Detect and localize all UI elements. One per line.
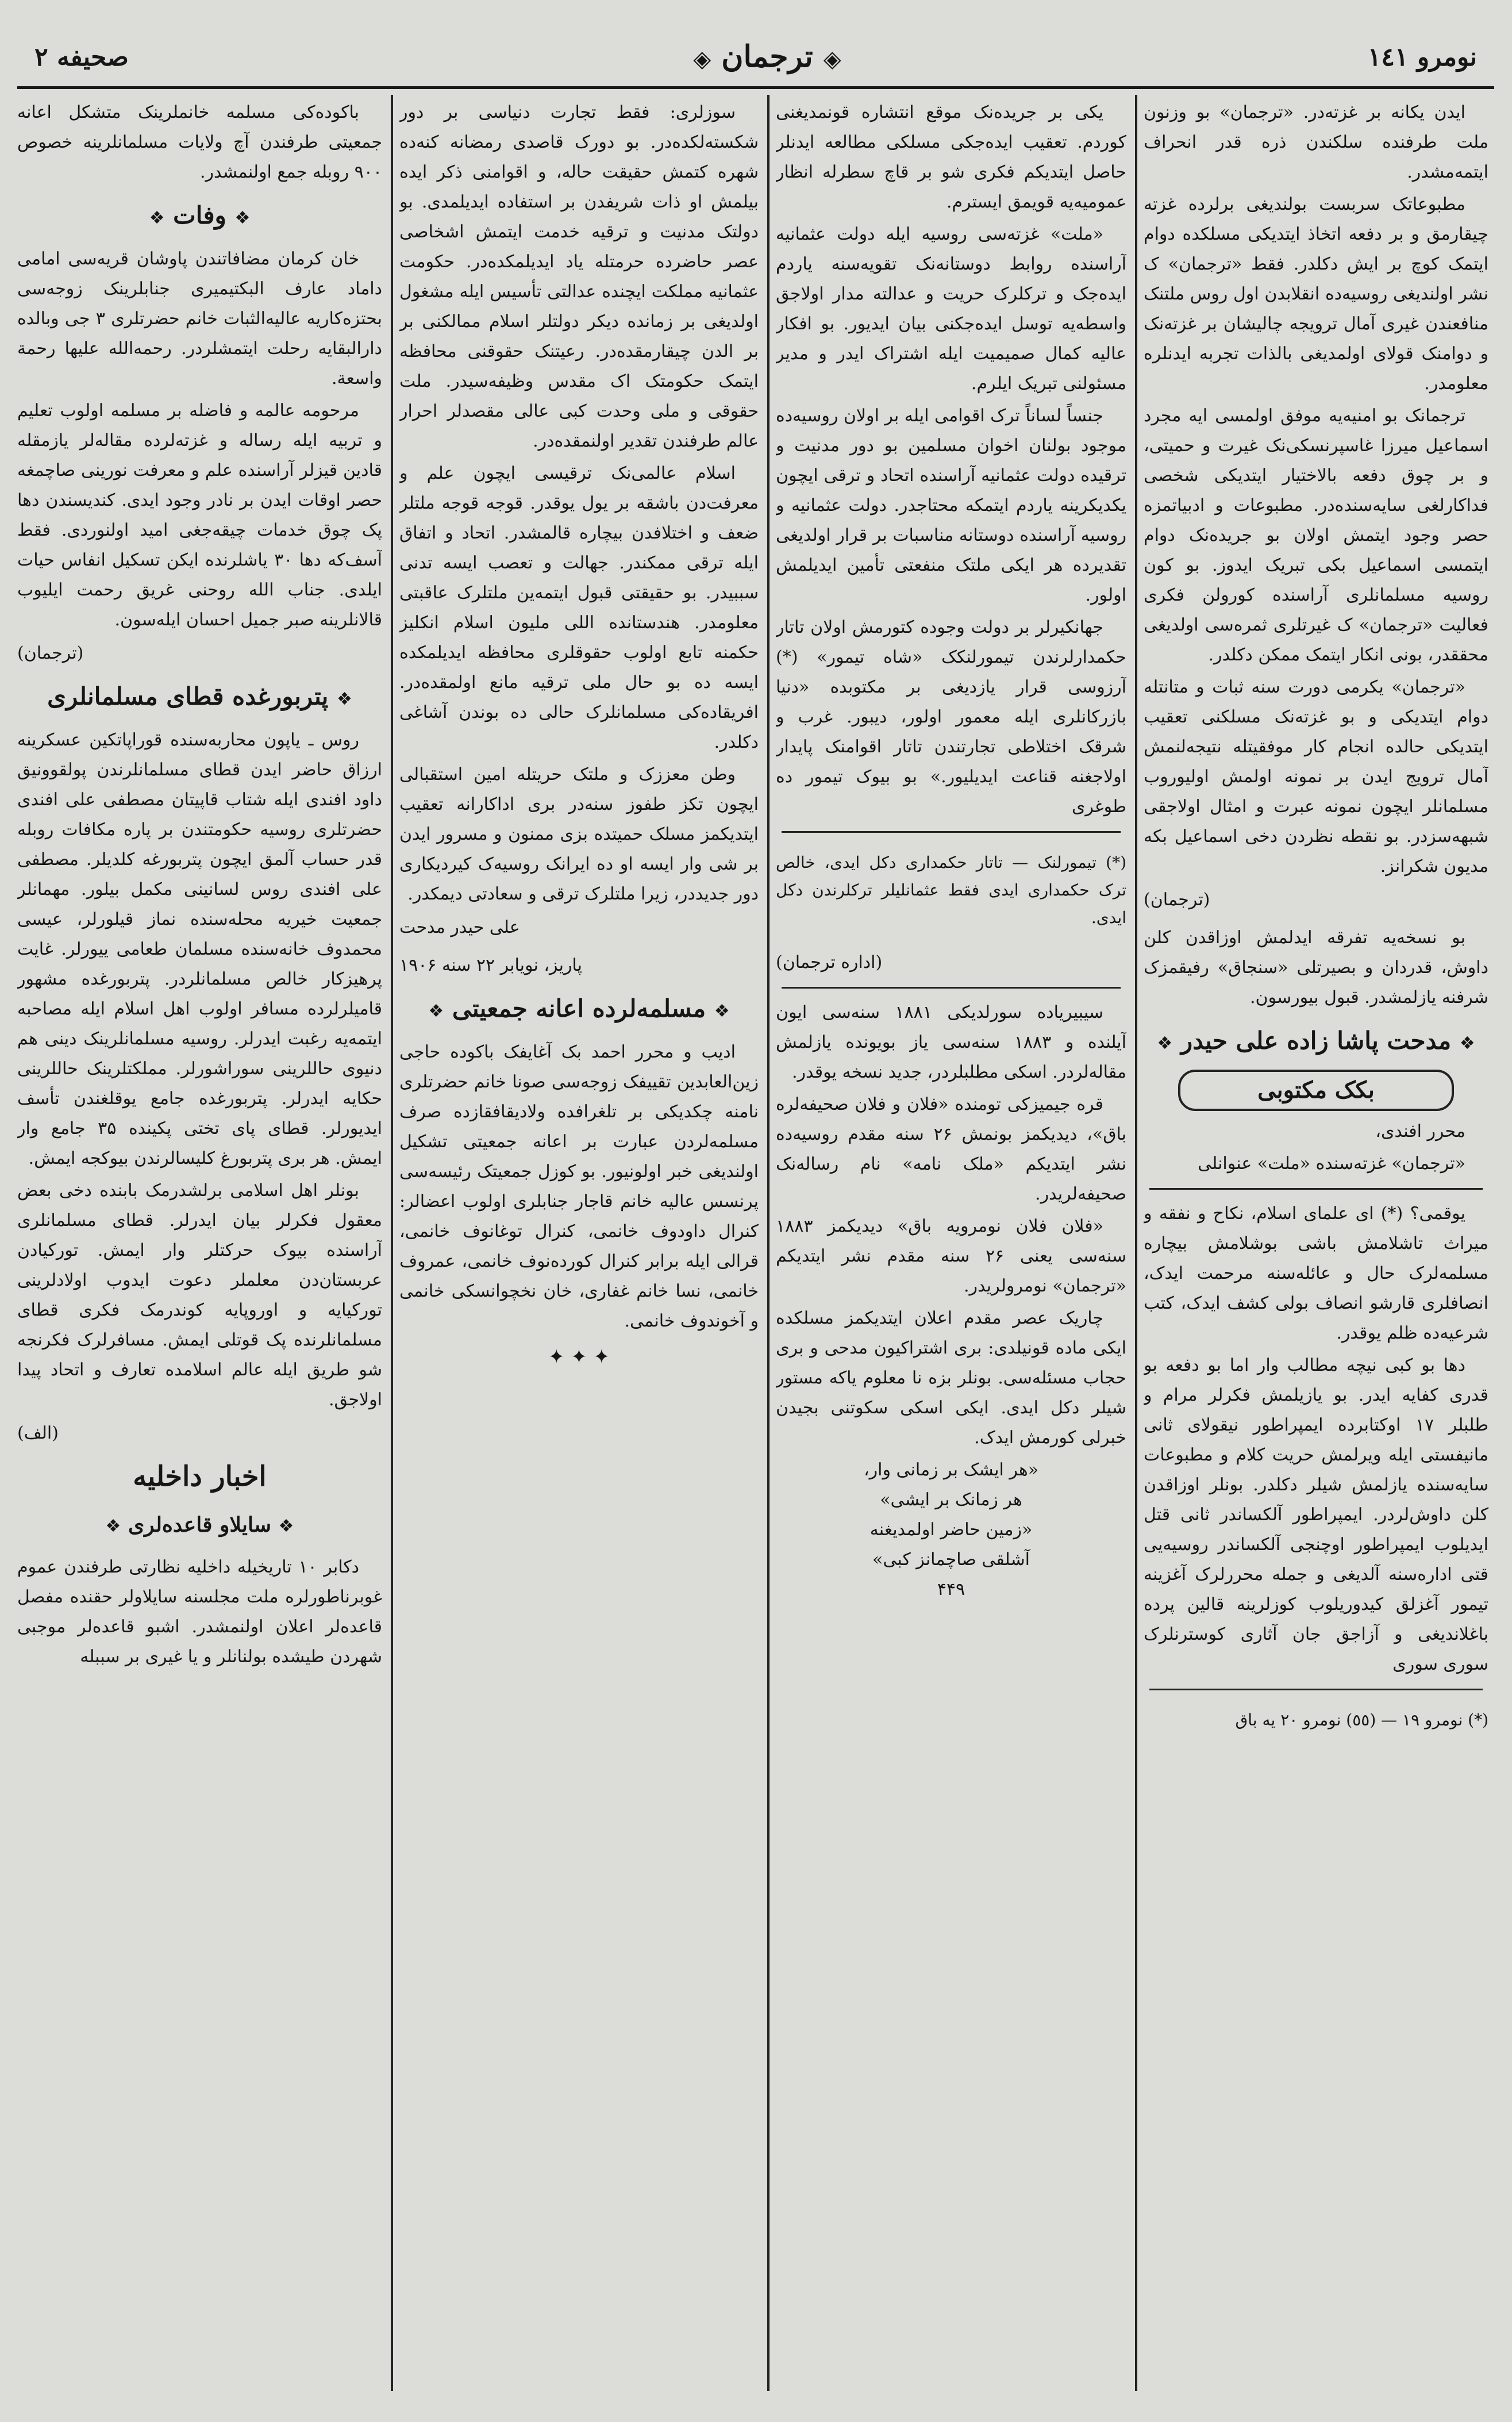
left-ornament-icon: ◈	[823, 45, 841, 72]
ornament-icon: ❖	[278, 1516, 294, 1536]
ornament-icon: ❖	[234, 208, 251, 228]
article-heading: ❖ پتربورغده قطای مسلمانلری	[47, 682, 352, 710]
end-ornament-icon: ✦ ✦ ✦	[548, 1345, 610, 1368]
newspaper-title	[638, 39, 897, 74]
article-text: ایدن یکانه بر غزته‌در. «ترجمان» بو وزنون ملت طرفنده سلکندن ذره قدر انحراف ایتمه‌مشدر.	[1144, 102, 1488, 182]
footnote-rule	[1149, 1689, 1483, 1690]
article-text: قره جیمیزکی تومنده «فلان و فلان صحیفه‌لره باق»، دیدیکمز بونمش ۲۶ سنه مقدم روسیه‌ده نشر ایتدیکم «ملک نامه» نام رساله‌نک صحیفه‌لریدر.	[776, 1094, 1126, 1204]
article-text: دکابر ۱۰ تاریخیله داخلیه نظارتی طرفندن عموم غوبرناطورلره ملت مجلسنه سایلاولر حقنده مفصل قاعده‌لر اعلان اولنمشدر. اشبو قاعده‌لر موجبی شهردن طیشده بولنانلر و یا غیری بر سببله	[17, 1557, 382, 1667]
footnote-rule	[782, 831, 1121, 833]
article-text: خان کرمان مضافاتندن پاوشان قریه‌سی امامی داماد عارف البکتیمیری جنابلرینک زوجه‌سی بحتزه‌کاریه عالیه‌الثبات خانم حضرتلری ۳ جی وبالده دارالبقایه رحلت ایتمشلردر. رحمه‌الله علیها رحمة واسعة.	[17, 249, 382, 389]
article-text: جهانکیرلر بر دولت وجوده کتورمش اولان تاتار حکمدارلرندن تیمورلنکک «شاه تیمور» (*) آرزوسی قرار یازدیغی بر مکتوبده «دنیا بازرکانلری ایله معمور اولور، دیبور. غرب و شرقک اختلاطی تجارتندن تاتار اقوامنک پایدار اولاجغنه قناعت ایدیلیور.» بو بیوک تیمور ده طوغری	[776, 617, 1126, 817]
column-divider	[767, 95, 770, 2391]
article-heading: ❖ سایلاو قاعده‌لری ❖	[105, 1513, 294, 1537]
section-heading: اخبار داخلیه	[133, 1460, 267, 1493]
article-text: اسلام عالمی‌نک ترقیسی ایچون علم و معرفت‌دن باشقه بر یول یوقدر. قوجه قوجه ملتلر ضعف و اختلافدن بیچاره قالمشدر. اتحاد و اتفاق ایله ترقی ممکندر. جهالت و تعصب ایسه تدنی سببیدر. بو حقیقتی قبول ایتمه‌ین ملتلرک عاقبتی معلومدر. هندستانده اللی ملیون اسلام انکلیز حکمنه تابع اولوب حقوقلری محافظه ایدیلمکده ایسه ده بو حال ملی ترقیه مانع اولمقده‌در. افریقاده‌کی مسلمانلرک حالی ده بوندن آشاغی دکلدر.	[399, 463, 759, 752]
right-ornament-icon: ◈	[693, 45, 711, 72]
article-text: بو نسخه‌یه تفرقه ایدلمش اوزاقدن کلن داوش، قدردان و بصیرتلی «سنجاق» رفیقمزک شرفنه یازلمشدر. قبول بیورسون.	[1144, 928, 1488, 1008]
column-divider	[391, 95, 393, 2391]
verse-line: «زمین حاضر اولمدیغنه	[870, 1520, 1033, 1540]
page-mark: ۴۴۹	[937, 1579, 965, 1600]
dateline: پاریز، نویابر ۲۲ سنه ۱۹۰۶	[399, 955, 582, 975]
ornament-icon: ❖	[1459, 1033, 1475, 1054]
verse-line: هر زمانک بر ایشی»	[880, 1490, 1022, 1510]
article-text: بونلر اهل اسلامی برلشدرمک بابنده دخی بعض معقول فکرلر بیان ایدرلر. قطای مسلمانلری آراسنده بیوک حرکتلر وار ایمش. تورکیادن عربستان‌دن معلملر دعوت ایدوب اولادلرینی تورکیایه و اوروپایه کوندرمک فکری قطای مسلمانلرنده پک قوتلی ایمش. مسافرلرک فکرنجه شو طریق ایله عالم اسلامده تعارف و اتحاد پیدا اولاجق.	[17, 1181, 382, 1410]
article-text: جنساً لساناً ترک اقوامی ایله بر اولان روسیه‌ده موجود بولنان اخوان مسلمین بو دور مدنیت و ترقیده دولت عثمانیه آراسنده اتحاد و ترقی ایچون یکدیکرینه یاردم ایتمکه محتاجدر. دولت عثمانیه و روسیه آراسنده دوستانه مناسبات بر قرار اولدیغی تقدیرده هر ایکی ملتک منفعتی تأمین ایدیلمش اولور.	[776, 406, 1126, 605]
article-text: یوقمی؟ (*) ای علمای اسلام، نکاح و نفقه و میراث تاشلامش باشی بوشلامش بیچاره مسلمه‌لرک حال و عائله‌سنه مرحمت ایدک، انصافلری قارشو انصاف بولی کشف ایدک، کتب شرعیه‌ده ظلم یوقدر.	[1144, 1204, 1488, 1343]
article-text: چاریک عصر مقدم اعلان ایتدیکمز مسلکده ایکی ماده قونیلدی: بری اشتراکیون مدحی و بری حجاب مسئله‌سی. بونلر بزه نا معلوم یاکه مستور شیلر دکل ایدی. ایکی اسکی سکوتنی بجیدن خبرلی کورمش ایدک.	[776, 1308, 1126, 1448]
section-rule	[782, 987, 1121, 989]
article-heading: ❖ مدحت پاشا زاده علی حیدر ❖	[1157, 1027, 1475, 1055]
signature: (الف)	[17, 1423, 59, 1443]
footnote: (*) تیمورلنک — تاتار حکمداری دکل ایدی، خالص ترک حکمداری ایدی فقط عثمانلیلر ترکلرندن دکل ایدی.	[776, 853, 1126, 927]
section-rule	[1149, 1188, 1483, 1190]
column-divider	[1135, 95, 1137, 2391]
article-text: ترجمانک بو امنیه‌یه موفق اولمسی ایه مجرد اسماعیل میرزا غاسپرنسکی‌نک غیرت و حمیتی، و بر چوق دفعه بالاختیار ایتدیکی شخصی فداکارلغی سایه‌سنده‌در. مطبوعات و ادبیاتمزه حصر وجود ایتمش اولان بو جریده‌نک دوام ایتمسی اسماعیل بکی تبریک ایدوز. بو کون روسیه مسلمانلری آراسنده کورولن فکری فعالیت «ترجمان» ک غیرتلری ثمره‌سی اولدیغی محققدر، بونی انکار ایتمک ممکن دکلدر.	[1144, 406, 1488, 665]
masthead	[11, 34, 1500, 80]
header-rule	[17, 86, 1494, 89]
column-1	[1144, 98, 1488, 2391]
signature: علی حیدر مدحت	[399, 917, 520, 937]
article-text: «فلان فلان نومرویه باق» دیدیکمز ۱۸۸۳ سنه‌سی یعنی ۲۶ سنه مقدم نشر ایتدیکم «ترجمان» نومرولریدر.	[776, 1216, 1126, 1296]
article-text: یکی بر جریده‌نک موقع انتشاره قونمدیغنی کوردم. تعقیب ایده‌جکی مسلکی مطالعه ایدنلر حاصل ایتدیکم فکری شو بر قاچ سطرله انظار عمومیه‌یه قویمق ایسترم.	[776, 102, 1126, 212]
article-text: سوزلری: فقط تجارت دنیاسی بر دور شکسته‌لکده‌در. بو دورک قاصدی رمضانه کنه‌ده شهره کتمش حقیقت حاله، و اقوامنی ذکر ایده بیلمش او ذات شریفدن بر استفاده ایدیلمدی. بو دولتک مدنیت و ترقیه خدمت ایتمش اشخاصی عصر حاضرده حرمتله یاد ایدیلمکده‌در. حکومت عثمانیه مملکت ایچنده عدالتی تأسیس ایله مشغول اولدیغی بر زمانده دیکر دولتلر اسلام ممالکنی بر بر الدن چیقارمقده‌در. رعیتنک حقوقنی محافظه ایتمک حکومتک اک مقدس وظیفه‌سیدر. ملت حقوقی و ملی وحدت کبی عالی مقصدلر احرار عالم طرفندن تقدیر اولنمقده‌در.	[399, 102, 759, 451]
article-text: وطن معززک و ملتک حریتله امین استقبالی ایچون تکز طفوز سنه‌در بری اداکارانه تعقیب ایتدیکمز مسلک حمیتده بزی ممنون و مسرور ایدن بر شی وار ایسه او ده ایرانک روسیه‌ک کیردیکاری دور جدیددر، زیرا ملتلرک ترقی و سعادتی دیمکدر.	[399, 764, 759, 904]
article-text: سیبیریاده سورلدیکی ۱۸۸۱ سنه‌سی ایون آیلنده و ۱۸۸۳ سنه‌سی یاز بویونده یازلمش مقاله‌لردر. اسکی مطلبلردر، جدید نسخه یوقدر.	[776, 1002, 1126, 1082]
ornament-icon: ❖	[428, 1001, 444, 1021]
verse-line: «هر ایشک بر زمانی وار،	[863, 1460, 1039, 1480]
issue-number: نومرو ۱٤١	[1367, 43, 1477, 72]
ornament-icon: ❖	[1157, 1033, 1173, 1054]
article-text: «ملت» غزته‌سی روسیه ایله دولت عثمانیه آراسنده روابط دوستانه‌نک تقویه‌سنه یاردم ایده‌جک و ترکلرک حریت و عدالته مدار اولاجق واسطه‌یه توسل ایده‌جکنی بیان ایدیور. بو افکار عالیه کمال صمیمیت ایله اشتراک ایدر و مدیر مسئولنی تبریک ایلرم.	[776, 224, 1126, 394]
article-text: «ترجمان» غزته‌سنده «ملت» عنوانلی	[1198, 1154, 1465, 1174]
title-text: ترجمان	[721, 39, 813, 74]
boxed-heading: بکک مکتوبی	[1178, 1070, 1454, 1111]
signature: (ترجمان)	[1144, 890, 1210, 910]
article-heading: ❖ مسلمه‌لرده اعانه جمعیتی ❖	[428, 994, 730, 1022]
article-text: باکوده‌کی مسلمه خانملرینک متشکل اعانه جمعیتی طرفندن آچ ولایات مسلمانلرینه خصوص ۹۰۰ روبله جمع اولنمشدر.	[17, 102, 382, 182]
signature: (اداره ترجمان)	[776, 952, 883, 972]
column-2	[776, 98, 1126, 2391]
signature: (ترجمان)	[17, 643, 84, 663]
page-label: صحیفه ۲	[34, 43, 129, 72]
article-text: ادیب و محرر احمد بک آغایفک باکوده حاجی زین‌العابدین تقییفک زوجه‌سی صونا خانم حضرتلری نامنه چکدیکی بر تلغرافده ولادیقافقازده صرف مسلمه‌لردن عبارت بر اعانه جمعیتی تشکیل اولندیغی خبر اولونیور. بو کوزل جمعیتک رئیسه‌سی پرنسس عالیه خانم قاجار جنابلری اولوب اعضالر: کنرال داودوف خانمی، کنرال توغانوف خانمی، قرالی ایله برابر کنرال کورده‌نوف خانمی، عمروف خانمی، نسا خانم غفاری، خان نخچوانسکی خانمی و آخوندوف خانمی.	[399, 1042, 759, 1331]
ornament-icon: ❖	[336, 689, 352, 709]
column-4	[17, 98, 382, 2391]
ornament-icon: ❖	[714, 1001, 730, 1021]
article-text: روس ـ یاپون محاربه‌سنده قوراپاتکین عسکرینه ارزاق حاضر ایدن قطای مسلمانلرندن پولقوونیق داود افندی ایله شتاب قاپیتان مصطفی علی افندی حضرتلری روسیه حکومتندن بر پاره مکافات روبله قدر حساب آلمق ایچون پتربورغه کلدیلر. مصطفی علی افندی روس لسانینی مکمل بیلور. مهمانلر جمعیت خیریه محله‌سنده نماز قیلورلر، عیسی محمدوف خانه‌سنده مسلمان طعامی ییورلر. غایت پرهیزکار خالص مسلمانلردر. پتربورغده مشهور قامیلرلرده مسافر اولوب اهل اسلام ایله مصاحبه ایتمه‌یه رغبت ایدرلر. روسیه مسلمانلرینک دینی هم دنیوی حاللرینی سوراشورلر. مملکتلرینک حاللرینی حکایه ایدرلر. پتربورغده جامع یوقلغندن تأسف ایدیورلر. قطای پای تختی پکینده ۳۵ جامع وار ایمش. هر بری پتربورغ کلیسالرندن بیوکجه ایمش.	[17, 730, 382, 1168]
article-text: دها بو کبی نیچه مطالب وار اما بو دفعه بو قدری کفایه ایدر. بو یازیلمش فکرلر مرام و طلبلر ۱۷ اوکتابرده ایمپراطور نیقولای ثانی مانیفستی ایله ویرلمش حریت کلام و مطبوعات سایه‌سنده یازلمش شیلر دکلدر. بونلر اوزاقدن کلن داوش‌لردر. ایمپراطور آلکساندر ثانی قتل ایدیلوب ایمپراطور اوچنجی آلکساندر روسیه‌یی قتی اداره‌سنه آلدیغی و جمله محررلرک آغزینه تیمور آغزلق کیدوریلوب کوزلرینه قالین پرده باغلاندیغی و آزاجق جان آثاری کوسترنلرک سوری سوری	[1144, 1355, 1488, 1674]
article-text: مطبوعاتک سربست بولندیغی برلرده غزته چیقارمق و بر دفعه اتخاذ ایتدیکی مسلکده دوام ایتمک کوچ بر ایش دکلدر. فقط «ترجمان» ک نشر اولندیغی روسیه‌ده انقلابدن اول روس ملتنک منافعندن غیری آمال ترویجه چالیشان بر غزته‌نک و دوامنک قولای اولمدیغی بالذات تجربه ایدنلره معلومدر.	[1144, 194, 1488, 394]
column-3	[399, 98, 759, 2391]
article-text: محرر افندی،	[1375, 1121, 1465, 1141]
footnote: (*) نومرو ۱۹ — (٥٥) نومرو ۲۰ یه باق	[1235, 1710, 1488, 1729]
ornament-icon: ❖	[105, 1516, 121, 1536]
article-text: «ترجمان» یکرمی دورت سنه ثبات و متانتله دوام ایتدیکی و بو غزته‌نک مسلکنی تعقیب ایتدیکی حالده انجام کار موفقیتله نتیجه‌لنمش آمال ترویج ایدن بر نمونه اولمش اولیوروب مسلمانلر ایچون نمونه عبرت و امثال اولاجقی شبهه‌سزدر. بو نقطه نظردن دخی اسماعیل بکه مدیون شکرانز.	[1144, 677, 1488, 876]
ornament-icon: ❖	[149, 208, 165, 228]
article-text: مرحومه عالمه و فاضله بر مسلمه اولوب تعلیم و تربیه ایله رساله و غزته‌لرده مقاله‌لر یازمقله قادین قیزلر آراسنده علم و معرفت نورینی صاچمغه حصر اوقات ایدن بر نادر وجود ایدی. کندیسندن دها پک چوق خدمات چیقه‌جغی امید اولنوردی. فقط آسف‌که دها ۳۰ یاشلرنده ایکن تسکیل انفاس حیات ایلدی. جناب الله روحنی غریق رحمت ایلیوب قالانلرینه صبر جمیل احسان ایله‌سون.	[17, 401, 382, 630]
verse-line: آشلقی صاچمانز کبی»	[872, 1550, 1030, 1570]
article-heading: ❖ وفات ❖	[149, 201, 251, 229]
